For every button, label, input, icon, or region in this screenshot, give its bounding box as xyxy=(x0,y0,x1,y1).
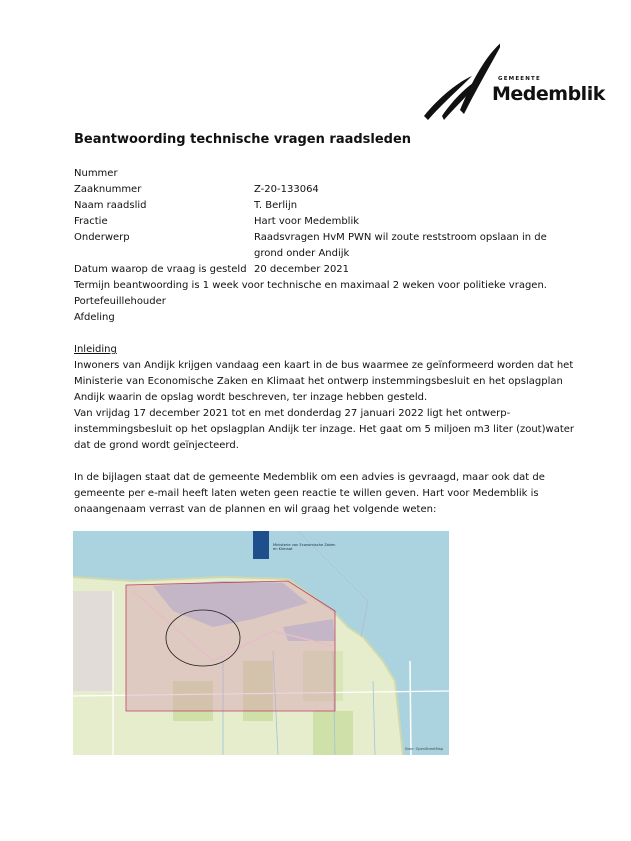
field-value-onderwerp-line2: grond onder Andijk xyxy=(254,248,350,259)
field-label-fractie: Fractie xyxy=(74,216,108,227)
field-value-naam-raadslid: T. Berlijn xyxy=(254,200,298,211)
field-label-afdeling: Afdeling xyxy=(74,312,115,323)
field-label-naam-raadslid: Naam raadslid xyxy=(74,200,147,211)
paragraph-line: gemeente per e-mail heeft laten weten geen reactie te willen geven. Hart voor Medemblik is xyxy=(74,488,539,499)
field-label-portefeuillehouder: Portefeuillehouder xyxy=(74,296,166,307)
map-road xyxy=(410,661,411,755)
field-label-onderwerp: Onderwerp xyxy=(74,232,130,243)
map-study-area xyxy=(126,581,335,711)
intro-heading: Inleiding xyxy=(74,344,117,355)
logo-municipality-label: GEMEENTE xyxy=(498,76,541,82)
intro-line: Andijk waarin de opslag wordt beschreven, ter inzage hebben gesteld. xyxy=(74,392,428,403)
intro-line: Ministerie van Economische Zaken en Klimaat het ontwerp instemmingsbesluit en het opslagplan xyxy=(74,376,563,387)
ministry-logo-icon xyxy=(253,531,269,559)
map-field xyxy=(313,711,353,755)
ministry-label-line2: en Klimaat xyxy=(273,547,293,551)
intro-line: Inwoners van Andijk krijgen vandaag een kaart in de bus waarmee ze geïnformeerd worden dat het xyxy=(74,360,574,371)
map-image xyxy=(73,531,449,755)
paragraph-line: onaangenaam verrast van de plannen en wil graag het volgende weten: xyxy=(74,504,437,515)
map-town xyxy=(73,591,113,691)
field-label-datum: Datum waarop de vraag is gesteld xyxy=(74,264,247,275)
intro-line: Van vrijdag 17 december 2021 tot en met donderdag 27 januari 2022 ligt het ontwerp- xyxy=(74,408,511,419)
document-title: Beantwoording technische vragen raadsleden xyxy=(74,132,412,147)
intro-line: instemmingsbesluit op het opslagplan Andijk ter inzage. Het gaat om 5 miljoen m3 liter (zout)water xyxy=(74,424,574,435)
intro-line: dat de grond wordt geïnjecteerd. xyxy=(74,440,239,451)
field-value-datum: 20 december 2021 xyxy=(254,264,350,275)
field-label-zaaknummer: Zaaknummer xyxy=(74,184,142,195)
field-value-zaaknummer: Z-20-133064 xyxy=(254,184,319,195)
field-value-onderwerp: Raadsvragen HvM PWN wil zoute reststroom opslaan in de xyxy=(254,232,547,243)
ministry-label-line1: Ministerie van Economische Zaken xyxy=(273,543,336,547)
logo-stripes-icon xyxy=(420,36,500,126)
field-value-fractie: Hart voor Medemblik xyxy=(254,216,360,227)
medemblik-logo xyxy=(420,36,610,126)
paragraph-line: In de bijlagen staat dat de gemeente Medemblik om een advies is gevraagd, maar ook dat de xyxy=(74,472,545,483)
map-graphic xyxy=(73,531,449,755)
map-source-label: Bron: OpenStreetMap xyxy=(405,747,443,751)
logo-municipality-name: Medemblik xyxy=(492,83,605,105)
term-note: Termijn beantwoording is 1 week voor technische en maximaal 2 weken voor politieke vragen. xyxy=(74,280,547,291)
field-label-nummer: Nummer xyxy=(74,168,118,179)
ministry-label xyxy=(273,543,335,551)
